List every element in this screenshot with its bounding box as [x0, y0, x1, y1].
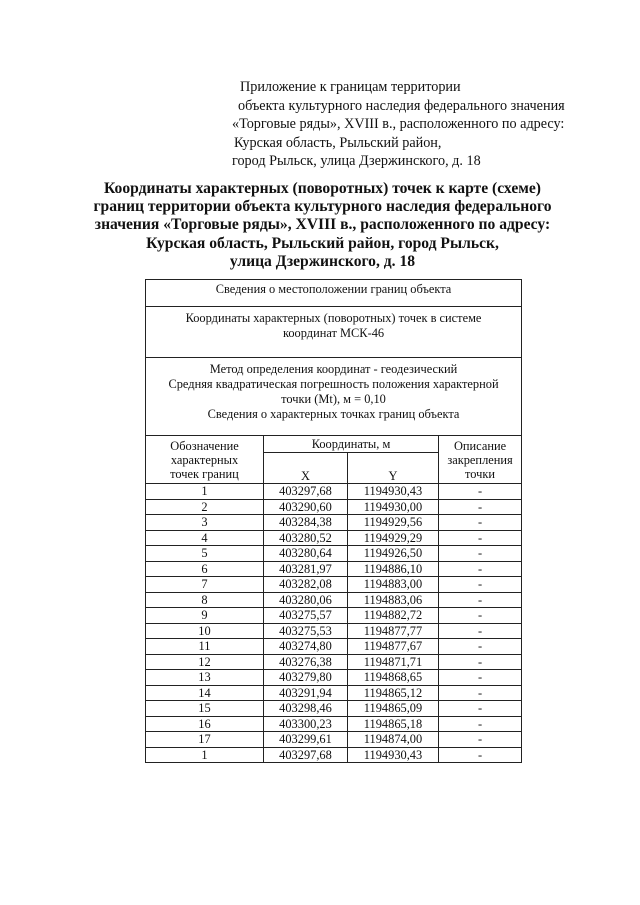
table-row: [146, 716, 522, 732]
table-row: [146, 623, 522, 639]
header-text: закрепления: [447, 452, 513, 467]
x-cell: 403284,38: [264, 515, 348, 531]
table-row: [146, 546, 522, 562]
header-text: Обозначение: [170, 438, 239, 453]
table-row: [146, 561, 522, 577]
description-cell: -: [439, 592, 522, 608]
description-cell: -: [439, 515, 522, 531]
point-cell: 10: [146, 623, 264, 639]
appendix-line: город Рыльск, улица Дзержинского, д. 18: [232, 153, 481, 170]
y-cell: 1194877,77: [348, 623, 439, 639]
table-row: [146, 654, 522, 670]
description-cell: -: [439, 732, 522, 748]
title-line: Курская область, Рыльский район, город Рыльск,: [146, 234, 499, 252]
y-cell: 1194926,50: [348, 546, 439, 562]
x-cell: 403276,38: [264, 654, 348, 670]
title-line: Координаты характерных (поворотных) точек к карте (схеме): [104, 180, 541, 197]
y-cell: 1194883,06: [348, 592, 439, 608]
point-cell: 14: [146, 685, 264, 701]
y-cell: 1194929,56: [348, 515, 439, 531]
accuracy-line: точки (Mt), м = 0,10: [281, 392, 386, 406]
coord-system-cell: [146, 307, 522, 358]
point-cell: 8: [146, 592, 264, 608]
point-cell: 4: [146, 530, 264, 546]
x-cell: 403279,80: [264, 670, 348, 686]
y-cell: 1194865,09: [348, 701, 439, 717]
appendix-line: Курская область, Рыльский район,: [234, 134, 442, 151]
description-cell: -: [439, 608, 522, 624]
point-cell: 11: [146, 639, 264, 655]
x-cell: 403299,61: [264, 732, 348, 748]
description-cell: -: [439, 623, 522, 639]
x-cell: 403291,94: [264, 685, 348, 701]
x-cell: 403290,60: [264, 499, 348, 515]
header-text: точек границ: [170, 466, 239, 481]
description-cell: -: [439, 577, 522, 593]
header-text: характерных: [170, 452, 239, 467]
header-text: Описание: [453, 438, 507, 453]
document-title: [60, 180, 585, 271]
description-cell: -: [439, 747, 522, 763]
table-header-row: [146, 436, 522, 453]
table-row: [146, 639, 522, 655]
title-line: улица Дзержинского, д. 18: [229, 252, 416, 270]
description-cell: -: [439, 670, 522, 686]
header-designation: [146, 436, 264, 484]
x-cell: 403280,52: [264, 530, 348, 546]
table-row: [146, 670, 522, 686]
y-cell: 1194868,65: [348, 670, 439, 686]
y-cell: 1194930,43: [348, 747, 439, 763]
header-description: [439, 436, 522, 484]
x-cell: 403274,80: [264, 639, 348, 655]
info-row-location: [146, 280, 522, 307]
table-row: [146, 530, 522, 546]
x-cell: 403275,53: [264, 623, 348, 639]
info-row-method: [146, 358, 522, 436]
x-cell: 403300,23: [264, 716, 348, 732]
y-cell: 1194874,00: [348, 732, 439, 748]
appendix-line: «Торговые ряды», XVIII в., расположенного по адресу:: [232, 116, 565, 133]
y-cell: 1194883,00: [348, 577, 439, 593]
point-cell: 12: [146, 654, 264, 670]
y-cell: 1194865,18: [348, 716, 439, 732]
table-row: [146, 499, 522, 515]
description-cell: -: [439, 530, 522, 546]
y-cell: 1194871,71: [348, 654, 439, 670]
point-cell: 1: [146, 484, 264, 500]
description-cell: -: [439, 639, 522, 655]
location-info-cell: Сведения о местоположении границ объекта: [146, 280, 522, 307]
coord-system-line: Координаты характерных (поворотных) точек в системе: [185, 311, 482, 325]
table-row: [146, 747, 522, 763]
description-cell: -: [439, 499, 522, 515]
method-cell: [146, 358, 522, 436]
table-row: [146, 732, 522, 748]
description-cell: -: [439, 716, 522, 732]
table-row: [146, 701, 522, 717]
header-coordinates: Координаты, м: [264, 436, 439, 453]
point-cell: 6: [146, 561, 264, 577]
y-cell: 1194886,10: [348, 561, 439, 577]
y-cell: 1194930,43: [348, 484, 439, 500]
appendix-line: объекта культурного наследия федерального значения: [238, 97, 565, 114]
table-row: [146, 484, 522, 500]
y-cell: 1194929,29: [348, 530, 439, 546]
header-text: точки: [465, 466, 496, 481]
point-cell: 2: [146, 499, 264, 515]
table-row: [146, 685, 522, 701]
description-cell: -: [439, 484, 522, 500]
x-cell: 403281,97: [264, 561, 348, 577]
accuracy-line: Средняя квадратическая погрешность положения характерной: [168, 377, 499, 391]
point-cell: 1: [146, 747, 264, 763]
point-cell: 3: [146, 515, 264, 531]
description-cell: -: [439, 546, 522, 562]
y-cell: 1194877,67: [348, 639, 439, 655]
x-cell: 403275,57: [264, 608, 348, 624]
table-row: [146, 608, 522, 624]
coord-system-line: координат МСК-46: [282, 326, 385, 340]
table-row: [146, 577, 522, 593]
points-info-line: Сведения о характерных точках границ объекта: [207, 407, 460, 421]
table-row: [146, 515, 522, 531]
x-cell: 403280,06: [264, 592, 348, 608]
point-cell: 13: [146, 670, 264, 686]
y-cell: 1194930,00: [348, 499, 439, 515]
description-cell: -: [439, 654, 522, 670]
point-cell: 5: [146, 546, 264, 562]
point-cell: 15: [146, 701, 264, 717]
x-cell: 403282,08: [264, 577, 348, 593]
title-line: значения «Торговые ряды», XVIII в., расположенного по адресу:: [94, 216, 551, 234]
header-y: Y: [348, 453, 439, 484]
table-row: [146, 592, 522, 608]
y-cell: 1194865,12: [348, 685, 439, 701]
appendix-line: Приложение к границам территории: [240, 79, 461, 95]
method-line: Метод определения координат - геодезический: [209, 362, 458, 376]
description-cell: -: [439, 685, 522, 701]
info-row-coord-system: [146, 307, 522, 358]
x-cell: 403297,68: [264, 747, 348, 763]
coordinates-table: [145, 279, 522, 763]
x-cell: 403298,46: [264, 701, 348, 717]
y-cell: 1194882,72: [348, 608, 439, 624]
appendix-header: [232, 78, 612, 171]
x-cell: 403280,64: [264, 546, 348, 562]
description-cell: -: [439, 701, 522, 717]
point-cell: 7: [146, 577, 264, 593]
description-cell: -: [439, 561, 522, 577]
point-cell: 9: [146, 608, 264, 624]
x-cell: 403297,68: [264, 484, 348, 500]
point-cell: 16: [146, 716, 264, 732]
header-x: X: [264, 453, 348, 484]
title-line: границ территории объекта культурного наследия федерального: [93, 198, 552, 216]
point-cell: 17: [146, 732, 264, 748]
